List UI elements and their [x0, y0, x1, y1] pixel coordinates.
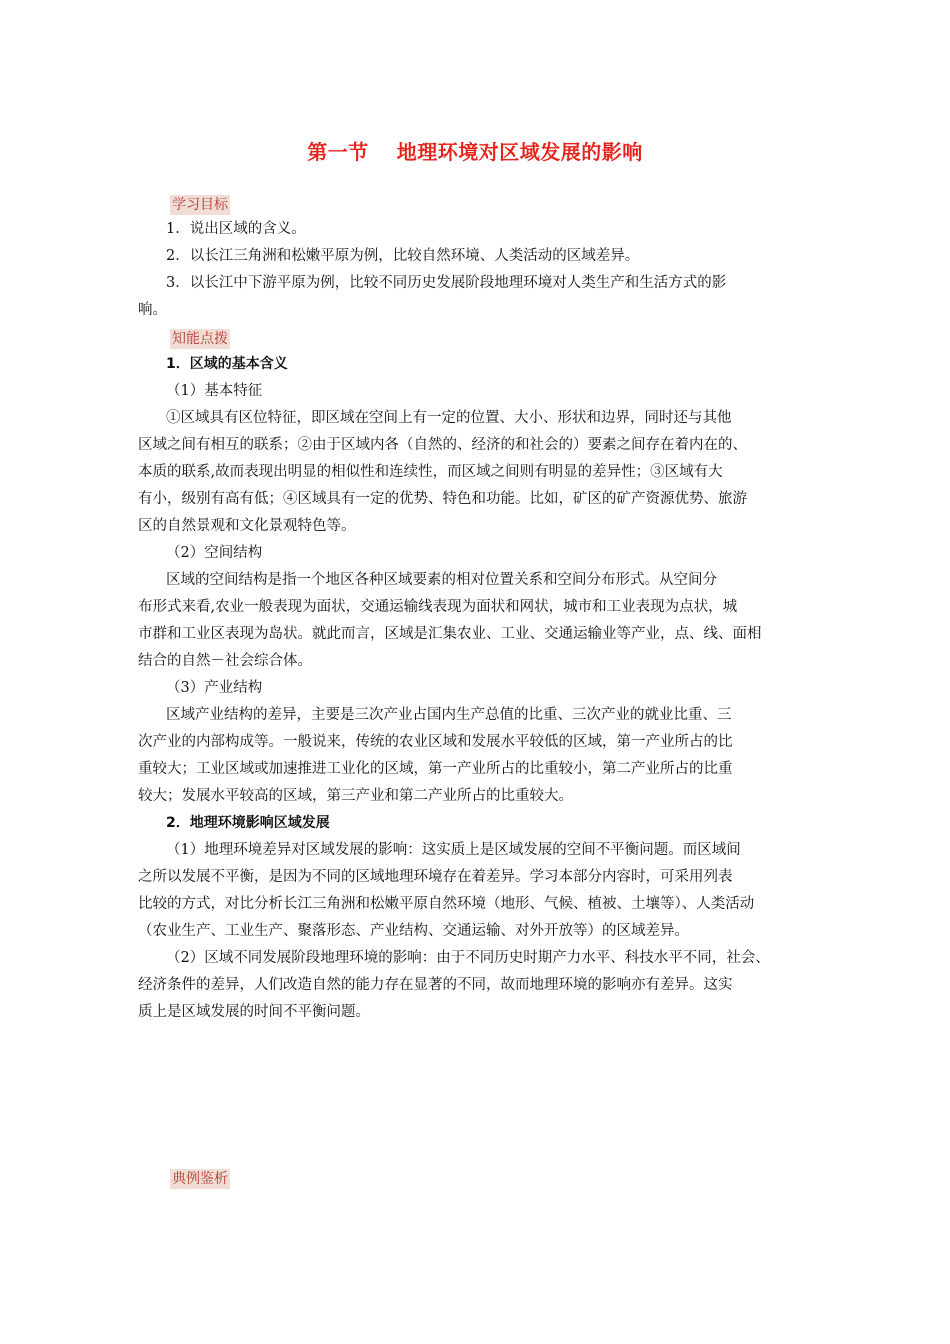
goal-2: 2．以长江三角洲和松嫩平原为例，比较自然环境、人类活动的区域差异。: [166, 248, 640, 264]
para-line: 经济条件的差异，人们改造自然的能力存在显著的不同，故而地理环境的影响亦有差异。这实: [138, 977, 733, 993]
tag-examples: 典例鉴析: [172, 1171, 228, 1187]
section-2-heading: 2．地理环境影响区域发展: [166, 815, 330, 831]
para-line: 结合的自然－社会综合体。: [138, 653, 312, 669]
para-line: 区域产业结构的差异，主要是三次产业占国内生产总值的比重、三次产业的就业比重、三: [166, 707, 732, 723]
para-line: （1）地理环境差异对区域发展的影响：这实质上是区域发展的空间不平衡问题。而区域间: [166, 842, 741, 858]
para-line: 质上是区域发展的时间不平衡问题。: [138, 1004, 370, 1020]
tag-key-points: 知能点拨: [172, 331, 228, 347]
para-line: ①区域具有区位特征，即区域在空间上有一定的位置、大小、形状和边界，同时还与其他: [166, 410, 732, 426]
title-text: 地理环境对区域发展的影响: [396, 140, 643, 164]
para-line: 市群和工业区表现为岛状。就此而言，区域是汇集农业、工业、交通运输业等产业，点、线、面相: [138, 626, 762, 642]
sub-spatial-structure: （2）空间结构: [166, 545, 263, 561]
para-line: 区域的空间结构是指一个地区各种区域要素的相对位置关系和空间分布形式。从空间分: [166, 572, 717, 588]
tag-learning-goals: 学习目标: [172, 197, 228, 213]
para-line: （2）区域不同发展阶段地理环境的影响：由于不同历史时期产力水平、科技水平不同，社会、: [166, 950, 770, 966]
para-line: 重较大；工业区域或加速推进工业化的区域，第一产业所占的比重较小，第二产业所占的比重: [138, 761, 733, 777]
sub-industry-structure: （3）产业结构: [166, 680, 263, 696]
para-line: 次产业的内部构成等。一般说来，传统的农业区域和发展水平较低的区域，第一产业所占的比: [138, 734, 733, 750]
goal-3b: 响。: [138, 302, 167, 318]
goal-3a: 3．以长江中下游平原为例，比较不同历史发展阶段地理环境对人类生产和生活方式的影: [166, 275, 727, 291]
goal-1: 1．说出区域的含义。: [166, 221, 306, 237]
para-line: 较大；发展水平较高的区域，第三产业和第二产业所占的比重较大。: [138, 788, 573, 804]
para-line: 区的自然景观和文化景观特色等。: [138, 518, 356, 534]
page-title: [0, 136, 950, 165]
title-section-number: 第一节: [307, 140, 369, 164]
section-1-heading: 1．区域的基本含义: [166, 356, 288, 372]
para-line: （农业生产、工业生产、聚落形态、产业结构、交通运输、对外开放等）的区域差异。: [138, 923, 689, 939]
para-line: 比较的方式，对比分析长江三角洲和松嫩平原自然环境（地形、气候、植被、土壤等）、人类活动: [138, 896, 755, 912]
para-line: 布形式来看,农业一般表现为面状，交通运输线表现为面状和网状，城市和工业表现为点状，城: [138, 599, 738, 615]
para-line: 之所以发展不平衡，是因为不同的区域地理环境存在着差异。学习本部分内容时，可采用列表: [138, 869, 733, 885]
para-line: 有小，级别有高有低；④区域具有一定的优势、特色和功能。比如，矿区的矿产资源优势、旅游: [138, 491, 747, 507]
para-line: 本质的联系,故而表现出明显的相似性和连续性，而区域之间则有明显的差异性；③区域有大: [138, 464, 723, 480]
para-line: 区域之间有相互的联系；②由于区域内各（自然的、经济的和社会的）要素之间存在着内在的、: [138, 437, 747, 453]
goals-list: [138, 216, 818, 324]
section-1: [138, 351, 818, 1026]
sub-basic-features: （1）基本特征: [166, 383, 263, 399]
